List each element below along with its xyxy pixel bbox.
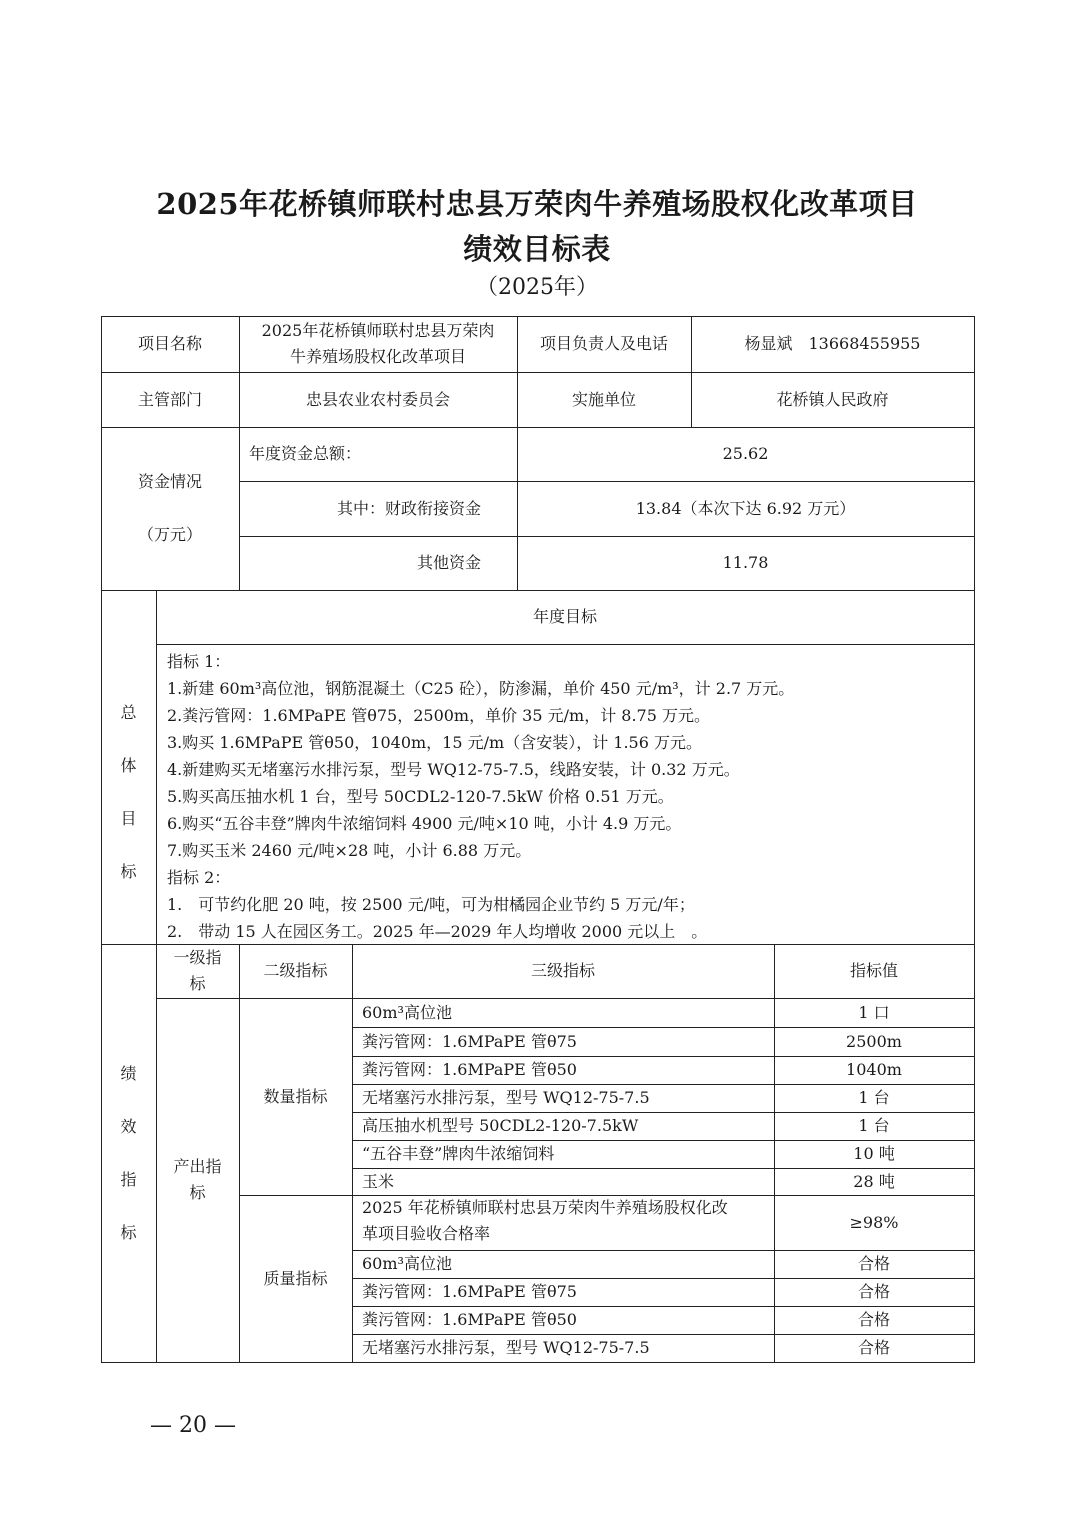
quality-item-name: 粪污管网：1.6MPaPE 管θ75 (362, 1282, 577, 1301)
funding-fiscal-label: 其中：财政衔接资金 (336, 498, 481, 518)
level1-output (156, 998, 239, 1362)
side-char: 总 (120, 702, 137, 722)
quality-item-name: 60m³高位池 (362, 1254, 452, 1273)
goal-line: 1.新建 60m³高位池，钢筋混凝土（C25 砼），防渗漏，单价 450 元/m³，计 2.7 万元。 (167, 679, 795, 698)
level2-quantity: 数量指标 (263, 1086, 328, 1106)
performance-side-label (101, 944, 156, 1362)
funding-other-label: 其他资金 (416, 553, 481, 572)
quantity-item-name: 60m³高位池 (362, 1002, 452, 1022)
side-char: 绩 (120, 1063, 137, 1083)
quality-item-name-line1: 2025 年花桥镇师联村忠县万荣肉牛养殖场股权化改 (362, 1198, 728, 1217)
side-char: 标 (120, 1222, 137, 1242)
quantity-item-name: 粪污管网：1.6MPaPE 管θ50 (362, 1060, 577, 1079)
header-level2: 二级指标 (263, 961, 328, 980)
table-border-bottom (101, 1362, 974, 1363)
header-value: 指标值 (849, 961, 898, 980)
header-level3: 三级指标 (530, 961, 595, 980)
quantity-item-name: 粪污管网：1.6MPaPE 管θ75 (362, 1031, 577, 1051)
document-year: （2025年） (476, 275, 598, 300)
quantity-item-name: 高压抽水机型号 50CDL2-120-7.5kW (362, 1116, 639, 1135)
project-name-line1: 2025年花桥镇师联村忠县万荣肉 (261, 321, 495, 340)
header-level1-line2: 标 (189, 974, 206, 993)
quality-item-value: 合格 (857, 1310, 890, 1329)
quantity-item-name: 无堵塞污水排污泵，型号 WQ12-75-7.5 (362, 1088, 650, 1107)
goal-line: 2.粪污管网：1.6MPaPE 管θ75，2500m，单价 35 元/m，计 8.75 万元。 (167, 706, 710, 725)
dept-value: 忠县农业农村委员会 (305, 389, 450, 409)
funding-total-label: 年度资金总额： (249, 444, 362, 463)
page-number: — 20 — (150, 1413, 236, 1438)
project-manager-label: 项目负责人及电话 (539, 334, 668, 353)
quantity-item-value: 28 吨 (853, 1171, 895, 1191)
quantity-item-value: 1 口 (858, 1002, 890, 1022)
annual-goal-header: 年度目标 (532, 607, 597, 626)
quality-item-value: 合格 (857, 1282, 890, 1301)
level2-quality: 质量指标 (263, 1268, 328, 1288)
document-title-line2: 绩效目标表 (463, 232, 611, 266)
goal-line: 2. 带动 15 人在园区务工。2025 年—2029 年人均增收 2000 元以上 。 (167, 922, 708, 941)
side-char: 标 (120, 861, 137, 881)
dept-label: 主管部门 (137, 389, 202, 409)
quantity-item-name: 玉米 (362, 1171, 395, 1191)
unit-value: 花桥镇人民政府 (776, 389, 889, 409)
quality-item-name: 无堵塞污水排污泵，型号 WQ12-75-7.5 (362, 1338, 650, 1357)
quantity-item-value: 2500m (846, 1031, 902, 1051)
project-name-value (239, 316, 517, 372)
overall-goal-side-label (101, 590, 156, 944)
quality-item-value: ≥98% (849, 1212, 899, 1232)
goal-line: 指标 1： (167, 652, 231, 671)
quality-item-value: 合格 (857, 1254, 890, 1273)
funding-label (101, 427, 239, 590)
side-char: 指 (120, 1169, 137, 1189)
funding-total-value: 25.62 (722, 444, 769, 463)
funding-label-line2: （万元） (137, 525, 202, 544)
goal-line: 7.购买玉米 2460 元/吨×28 吨，小计 6.88 万元。 (167, 841, 532, 860)
project-name-line2: 牛养殖场股权化改革项目 (289, 347, 466, 366)
quantity-item-value: 1 台 (858, 1116, 890, 1135)
header-level1 (156, 944, 239, 998)
quantity-item-value: 1 台 (858, 1088, 890, 1107)
goal-line: 5.购买高压抽水机 1 台，型号 50CDL2-120-7.5kW 价格 0.51 万元。 (167, 787, 674, 806)
quality-item-name-line2: 革项目验收合格率 (362, 1224, 491, 1243)
goal-line: 4.新建购买无堵塞污水排污泵，型号 WQ12-75-7.5，线路安装，计 0.32 万元。 (167, 760, 740, 779)
goal-line: 指标 2： (167, 868, 231, 887)
side-char: 效 (120, 1116, 137, 1136)
annual-goal-content (167, 648, 794, 945)
header-level1-line1: 一级指 (173, 948, 222, 967)
quantity-item-value: 1040m (846, 1060, 902, 1079)
project-manager-value: 杨显斌 13668455955 (744, 334, 921, 353)
goal-line: 3.购买 1.6MPaPE 管θ50，1040m，15 元/m（含安装），计 1.56 万元。 (167, 733, 702, 752)
row-divider (156, 644, 974, 645)
funding-fiscal-value: 13.84（本次下达 6.92 万元） (635, 498, 856, 518)
side-char: 目 (120, 808, 137, 828)
quality-item-name (352, 1195, 774, 1250)
quantity-item-name: “五谷丰登”牌肉牛浓缩饲料 (362, 1144, 555, 1163)
goal-line: 6.购买“五谷丰登”牌肉牛浓缩饲料 4900 元/吨×10 吨，小计 4.9 万元。 (167, 814, 682, 833)
document-title-line1: 2025年花桥镇师联村忠县万荣肉牛养殖场股权化改革项目 (156, 187, 918, 221)
unit-label: 实施单位 (571, 389, 636, 409)
project-name-label: 项目名称 (137, 334, 202, 353)
side-char: 体 (120, 755, 137, 775)
funding-label-line1: 资金情况 (137, 472, 202, 491)
quantity-item-value: 10 吨 (853, 1144, 895, 1163)
level1-output-line1: 产出指 (173, 1157, 222, 1176)
goal-line: 1. 可节约化肥 20 吨，按 2500 元/吨，可为柑橘园企业节约 5 万元/年； (167, 895, 695, 914)
table-border-right (974, 316, 975, 1363)
quality-item-value: 合格 (857, 1338, 890, 1357)
quality-item-name: 粪污管网：1.6MPaPE 管θ50 (362, 1310, 577, 1329)
funding-other-value: 11.78 (722, 553, 769, 572)
level1-output-line2: 标 (189, 1183, 206, 1202)
